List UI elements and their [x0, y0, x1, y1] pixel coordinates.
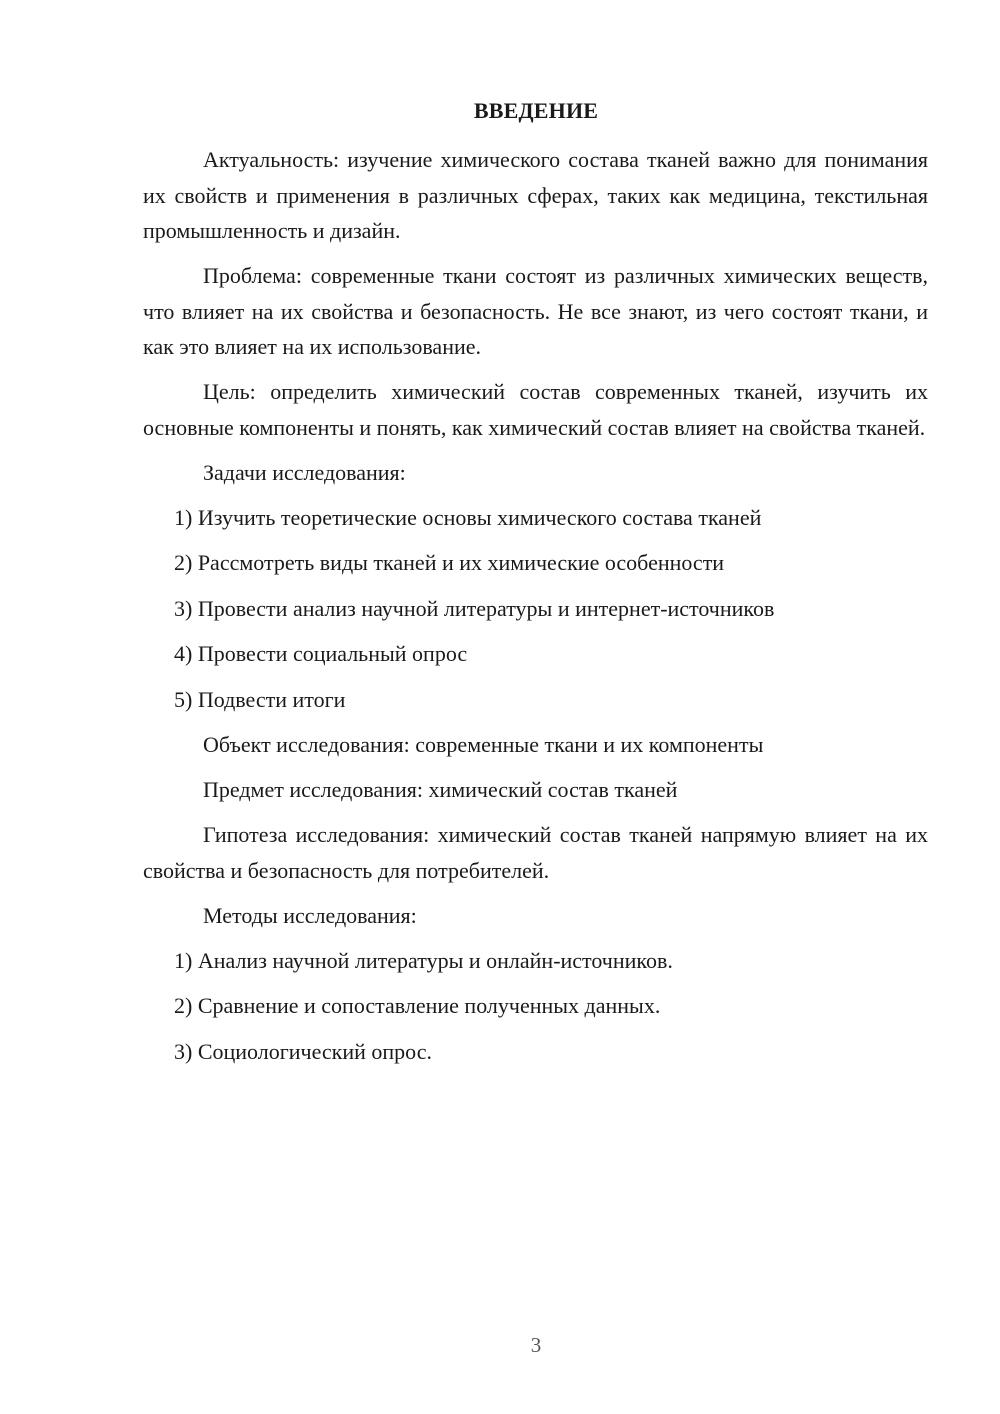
method-item: 1) Анализ научной литературы и онлайн-источников. — [174, 947, 673, 973]
method-item: 3) Социологический опрос. — [174, 1038, 432, 1064]
subject-paragraph: Предмет исследования: химический состав тканей — [203, 777, 678, 802]
task-item: 3) Провести анализ научной литературы и интернет-источников — [174, 595, 775, 621]
body-text — [143, 142, 928, 1079]
object-paragraph: Объект исследования: современные ткани и их компоненты — [203, 732, 764, 757]
task-item: 1) Изучить теоретические основы химического состава тканей — [174, 504, 762, 530]
task-item: 4) Провести социальный опрос — [174, 641, 468, 666]
tasks-heading: Задачи исследования: — [203, 459, 406, 485]
hypothesis-paragraph: Гипотеза исследования: химический состав тканей напрямую влияет на их свойства и безопасность для потребителей. — [143, 822, 928, 883]
relevance-paragraph: Актуальность: изучение химического состава тканей важно для понимания их свойств и применения в различных сферах, таких как медицина, текстильная промышленность и дизайн. — [143, 147, 928, 243]
page-title: ВВЕДЕНИЕ — [473, 98, 599, 123]
task-item: 5) Подвести итоги — [174, 686, 346, 712]
page-number: 3 — [530, 1333, 542, 1357]
goal-paragraph: Цель: определить химический состав современных тканей, изучить их основные компоненты и понять, как химический состав влияет на свойства тканей. — [143, 379, 928, 440]
task-item: 2) Рассмотреть виды тканей и их химические особенности — [174, 550, 725, 575]
problem-paragraph: Проблема: современные ткани состоят из различных химических веществ, что влияет на их свойства и безопасность. Не все знают, из чего состоят ткани, и как это влияет на их использование. — [143, 263, 928, 359]
method-item: 2) Сравнение и сопоставление полученных данных. — [174, 993, 661, 1018]
methods-heading: Методы исследования: — [203, 902, 417, 928]
